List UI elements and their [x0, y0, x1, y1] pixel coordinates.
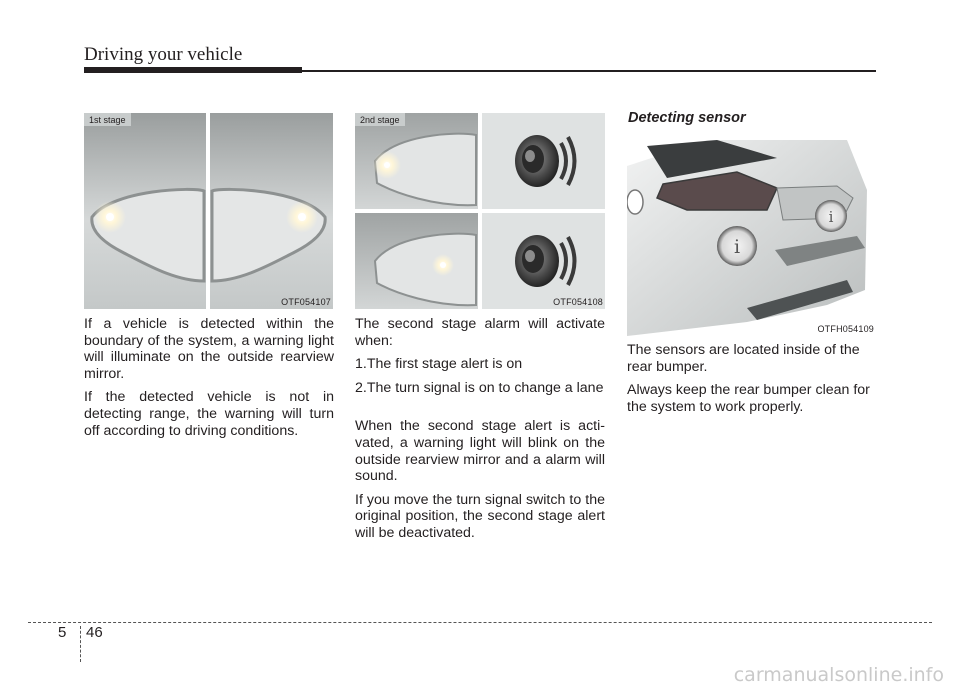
list-text: The turn signal is on to change a lane [366, 379, 604, 396]
list-item [355, 380, 605, 397]
column-3-text [627, 342, 877, 422]
list-number: 2. [355, 379, 367, 396]
stage-label: 1st stage [84, 113, 131, 126]
figure-1st-stage [84, 113, 333, 309]
footer-divider [80, 626, 81, 662]
column-2-text [355, 316, 605, 549]
page-number: 46 [86, 624, 103, 641]
paragraph: The second stage alarm will activate when: [355, 316, 605, 349]
figure-rear-sensors [627, 140, 876, 336]
section-heading: Detecting sensor [628, 110, 746, 126]
rear-bumper-illustration [627, 140, 876, 336]
chapter-number: 5 [58, 624, 67, 641]
paragraph: If you move the turn signal switch to the original position, the second stage alert will be deactivated. [355, 491, 605, 541]
watermark: carmanualsonline.info [733, 664, 944, 686]
page-header-title: Driving your vehicle [84, 44, 243, 65]
list-text: The first stage alert is on [366, 356, 523, 373]
side-mirrors-illustration [84, 113, 333, 309]
header-rule-thick [84, 67, 302, 73]
paragraph: The sensors are located inside of the rear bumper. [627, 342, 860, 375]
svg-text:i: i [828, 208, 834, 226]
header-rule-thin [302, 70, 876, 72]
column-1-text [84, 316, 334, 446]
sensor-icon [815, 200, 847, 232]
footer-rule [28, 622, 932, 623]
mirror-alarm-illustration [355, 113, 605, 309]
figure-2nd-stage [355, 113, 605, 309]
paragraph: Always keep the rear bumper clean for the system to work properly. [627, 382, 870, 415]
svg-text:i: i [733, 236, 741, 258]
sensor-icon [717, 226, 757, 266]
stage-label: 2nd stage [355, 113, 405, 126]
paragraph: If the detected vehicle is not in detecting range, the warning will turn off according to driving conditions. [84, 389, 334, 439]
figure-code: OTF054107 [281, 297, 331, 307]
paragraph: If a vehicle is detected within the boundary of the system, a warning light will illuminate on the outside rearview mirror. [84, 316, 334, 382]
figure-code: OTFH054109 [817, 324, 874, 334]
list-item [355, 356, 605, 373]
paragraph: When the second stage alert is activated, a warning light will blink on the outside rearview mirror and a alarm will sound. [355, 418, 605, 485]
figure-code: OTF054108 [553, 297, 603, 307]
list-number: 1. [355, 356, 367, 373]
